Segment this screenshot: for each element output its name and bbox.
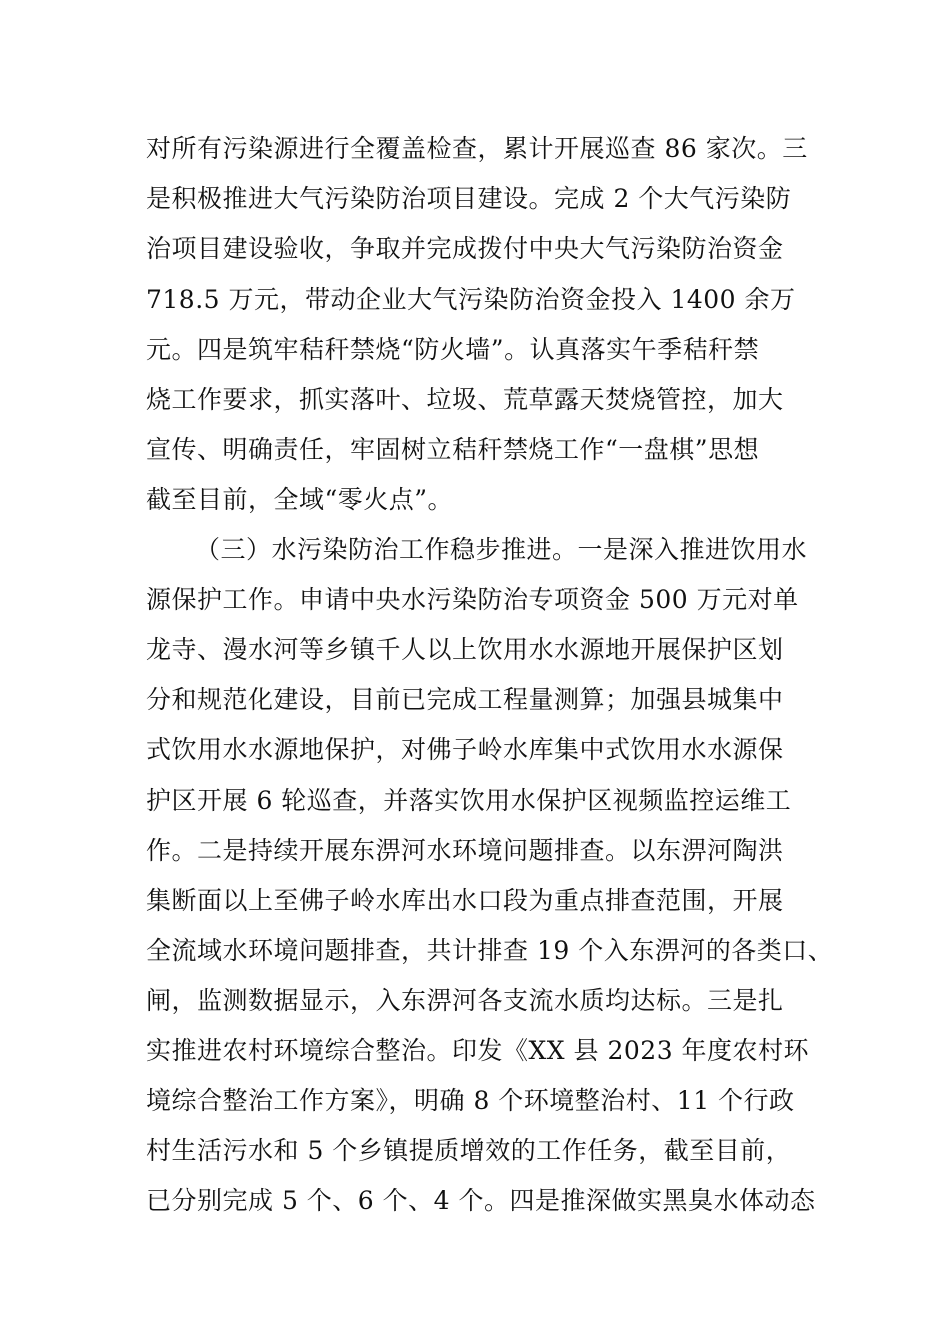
text-line: 全流域水环境问题排查，共计排查 19 个入东淠河的各类口、 (146, 936, 834, 965)
text-line: 护区开展 6 轮巡查，并落实饮用水保护区视频监控运维工 (146, 786, 792, 815)
text-line: 已分别完成 5 个、6 个、4 个。四是推深做实黑臭水体动态 (146, 1186, 816, 1215)
text-line: 境综合整治工作方案》，明确 8 个环境整治村、11 个行政 (146, 1086, 795, 1115)
text-line: 718.5 万元，带动企业大气污染防治资金投入 1400 余万 (146, 285, 796, 314)
text-line: 式饮用水水源地保护，对佛子岭水库集中式饮用水水源保 (146, 735, 784, 764)
text-line: 是积极推进大气污染防治项目建设。完成 2 个大气污染防 (146, 184, 792, 213)
paragraph-heading: （三）水污染防治工作稳步推进。一是深入推进饮用水 (195, 535, 808, 564)
text-line: 实推进农村环境综合整治。印发《XX 县 2023 年度农村环 (146, 1036, 810, 1065)
text-line: 宣传、明确责任，牢固树立秸秆禁烧工作“一盘棋”思想 (146, 435, 760, 464)
text-line: 源保护工作。申请中央水污染防治专项资金 500 万元对单 (146, 585, 799, 614)
text-line: 元。四是筑牢秸秆禁烧“防火墙”。认真落实午季秸秆禁 (146, 335, 760, 364)
text-line: 分和规范化建设，目前已完成工程量测算；加强县城集中 (146, 685, 784, 714)
text-line: 集断面以上至佛子岭水库出水口段为重点排查范围，开展 (146, 886, 784, 915)
text-line: 龙寺、漫水河等乡镇千人以上饮用水水源地开展保护区划 (146, 635, 784, 664)
text-line: 闸，监测数据显示，入东淠河各支流水质均达标。三是扎 (146, 986, 784, 1015)
text-line: 对所有污染源进行全覆盖检查，累计开展巡查 86 家次。三 (146, 134, 808, 163)
text-line: 烧工作要求，抓实落叶、垃圾、荒草露天焚烧管控，加大 (146, 385, 784, 414)
text-line: 截至目前，全域“零火点”。 (146, 485, 454, 514)
text-line: 作。二是持续开展东淠河水环境问题排查。以东淠河陶洪 (146, 836, 784, 865)
text-line: 治项目建设验收，争取并完成拨付中央大气污染防治资金 (146, 234, 784, 263)
text-line: 村生活污水和 5 个乡镇提质增效的工作任务，截至目前， (146, 1136, 792, 1165)
